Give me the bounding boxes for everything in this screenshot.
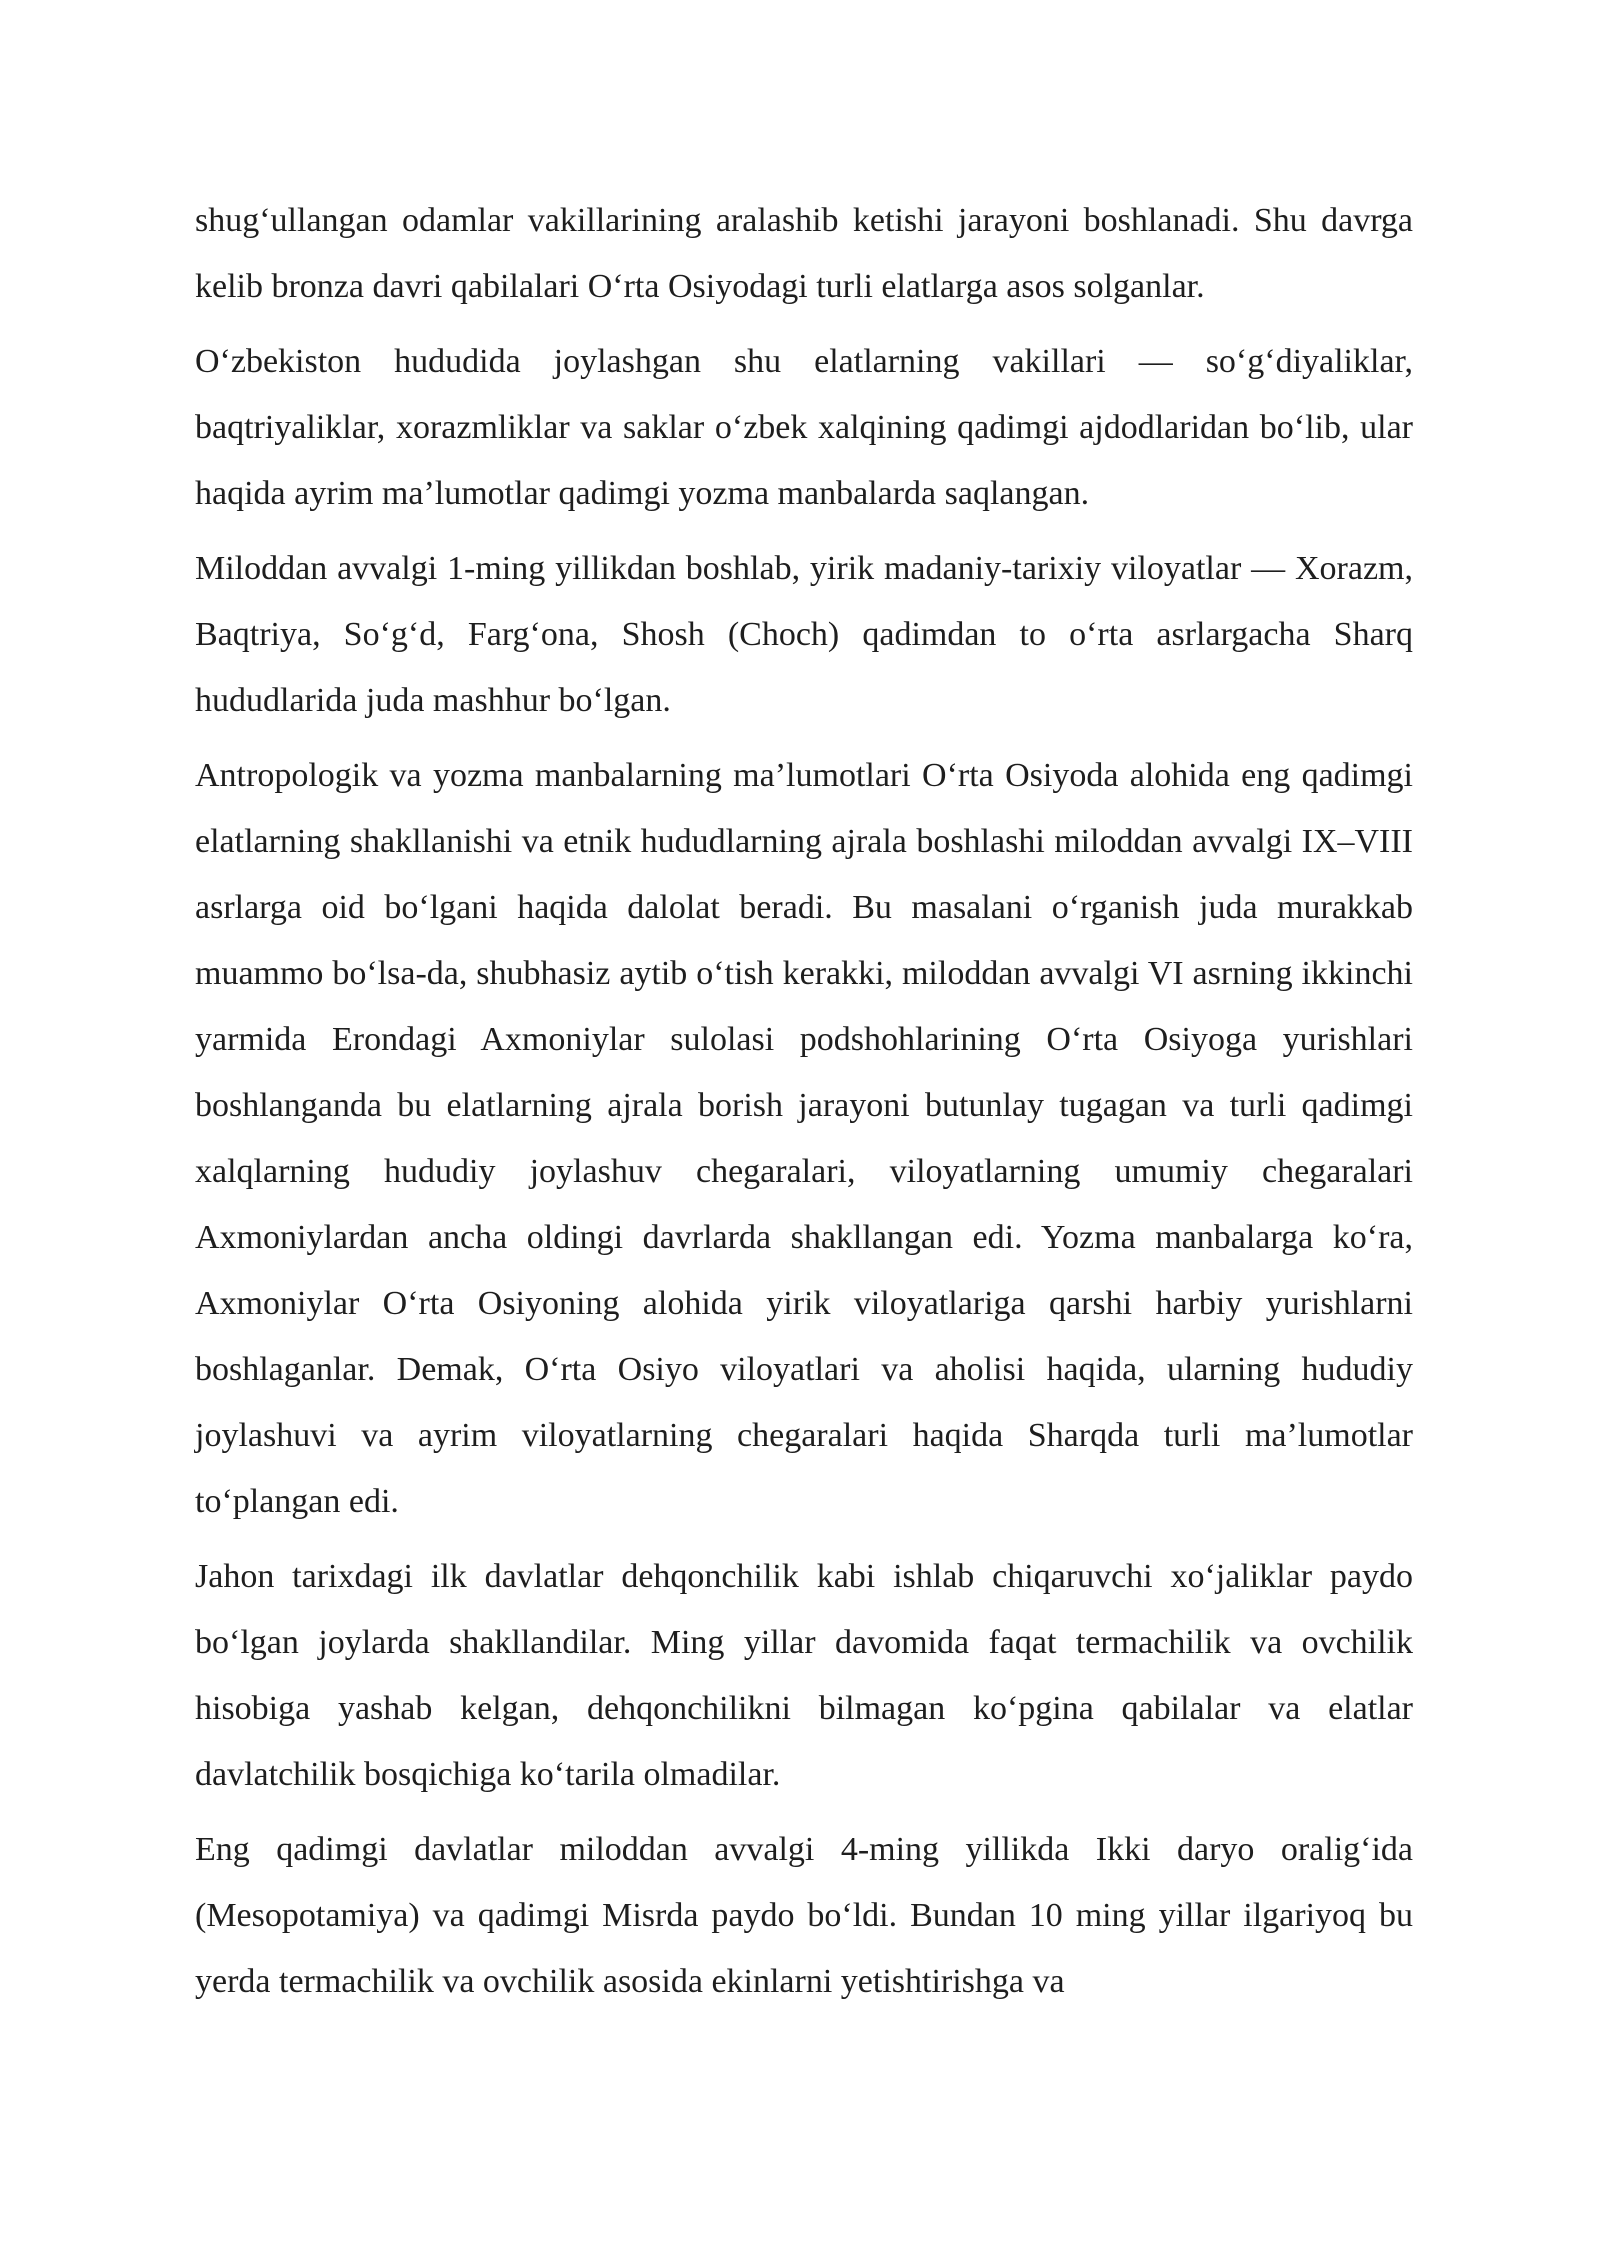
- paragraph: Jahon tarixdagi ilk davlatlar dehqonchilik kabi ishlab chiqaruvchi xo‘jaliklar paydo bo‘lgan joylarda shakllandilar. Ming yillar davomida faqat termachilik va ovchilik hisobiga yashab kelgan, dehqonchilikni bilmagan ko‘pgina qabilalar va elatlar davlatchilik bosqichiga ko‘tarila olmadilar.: [195, 1558, 1413, 1793]
- paragraph: O‘zbekiston hududida joylashgan shu elatlarning vakillari — so‘g‘diyaliklar, baqtriyaliklar, xorazmliklar va saklar o‘zbek xalqining qadimgi ajdodlaridan bo‘lib, ular haqida ayrim ma’lumotlar qadimgi yozma manbalarda saqlangan.: [195, 343, 1413, 512]
- paragraph: Miloddan avvalgi 1-ming yillikdan boshlab, yirik madaniy-tarixiy viloyatlar — Xorazm, Baqtriya, So‘g‘d, Farg‘ona, Shosh (Choch) qadimdan to o‘rta asrlargacha Sharq hududlarida juda mashhur bo‘lgan.: [195, 550, 1413, 719]
- paragraph: shug‘ullangan odamlar vakillarining aralashib ketishi jarayoni boshlanadi. Shu davrga kelib bronza davri qabilalari O‘rta Osiyodagi turli elatlarga asos solganlar.: [195, 202, 1413, 305]
- document-page: [195, 188, 1413, 2024]
- paragraph: Eng qadimgi davlatlar miloddan avvalgi 4-ming yillikda Ikki daryo oralig‘ida (Mesopotamiya) va qadimgi Misrda paydo bo‘ldi. Bundan 10 ming yillar ilgariyoq bu yerda termachilik va ovchilik asosida ekinlarni yetishtirishga va: [195, 1831, 1413, 2000]
- paragraph: Antropologik va yozma manbalarning ma’lumotlari O‘rta Osiyoda alohida eng qadimgi elatlarning shakllanishi va etnik hududlarning ajrala boshlashi miloddan avvalgi IX–VIII asrlarga oid bo‘lgani haqida dalolat beradi. Bu masalani o‘rganish juda murakkab muammo bo‘lsa-da, shubhasiz aytib o‘tish kerakki, miloddan avvalgi VI asrning ikkinchi yarmida Erondagi Axmoniylar sulolasi podshohlarining O‘rta Osiyoga yurishlari boshlanganda bu elatlarning ajrala borish jarayoni butunlay tugagan va turli qadimgi xalqlarning hududiy joylashuv chegaralari, viloyatlarning umumiy chegaralari Axmoniylardan ancha oldingi davrlarda shakllangan edi. Yozma manbalarga ko‘ra, Axmoniylar O‘rta Osiyoning alohida yirik viloyatlariga qarshi harbiy yurishlarni boshlaganlar. Demak, O‘rta Osiyo viloyatlari va aholisi haqida, ularning hududiy joylashuvi va ayrim viloyatlarning chegaralari haqida Sharqda turli ma’lumotlar to‘plangan edi.: [195, 757, 1413, 1520]
